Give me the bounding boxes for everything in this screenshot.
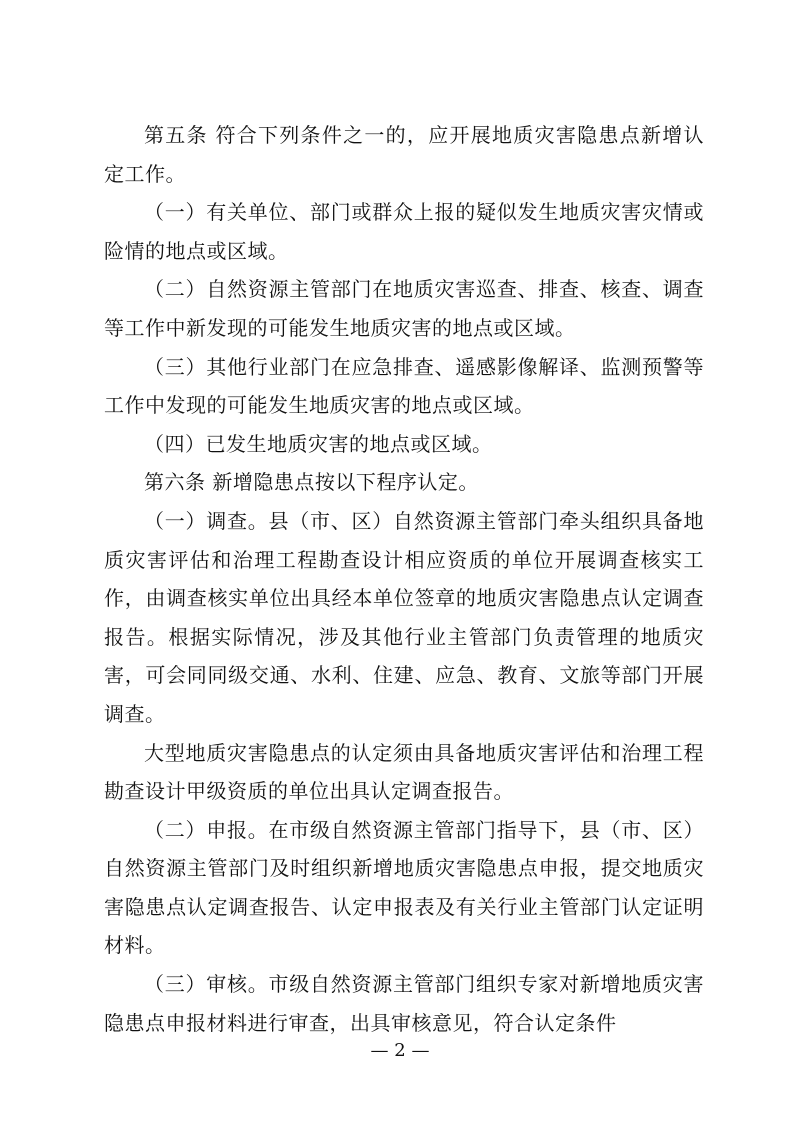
article-5-item-2: （二）自然资源主管部门在地质灾害巡查、排查、核查、调查等工作中新发现的可能发生地质灾害的地点或区域。 xyxy=(104,277,704,340)
article-5-item-4: （四）已发生地质灾害的地点或区域。 xyxy=(144,431,493,456)
article-6-item-3: （三）审核。市级自然资源主管部门组织专家对新增地质灾害隐患点申报材料进行审查，出具审核意见，符合认定条件 xyxy=(104,972,704,1035)
page-number: — 2 — xyxy=(370,1040,430,1061)
article-6-item-2: （二）申报。在市级自然资源主管部门指导下，县（市、区）自然资源主管部门及时组织新增地质灾害隐患点申报，提交地质灾害隐患点认定调查报告、认定申报表及有关行业主管部门认定证明材料。 xyxy=(104,817,704,958)
document-body xyxy=(104,116,704,1042)
article-5-item-3: （三）其他行业部门在应急排查、遥感影像解译、监测预警等工作中发现的可能发生地质灾害的地点或区域。 xyxy=(104,354,704,418)
article-6-heading: 第六条 新增隐患点按以下程序认定。 xyxy=(144,470,479,495)
article-5-heading: 第五条 符合下列条件之一的，应开展地质灾害隐患点新增认定工作。 xyxy=(104,123,704,186)
article-6-item-1: （一）调查。县（市、区）自然资源主管部门牵头组织具备地质灾害评估和治理工程勘查设计相应资质的单位开展调查核实工作，由调查核实单位出具经本单位签章的地质灾害隐患点认定调查报告。根据实际情况，涉及其他行业主管部门负责管理的地质灾害，可会同同级交通、水利、住建、应急、教育、文旅等部门开展调查。 xyxy=(104,508,704,726)
article-6-item-1-note: 大型地质灾害隐患点的认定须由具备地质灾害评估和治理工程勘查设计甲级资质的单位出具认定调查报告。 xyxy=(104,740,704,804)
article-5-item-1: （一）有关单位、部门或群众上报的疑似发生地质灾害灾情或险情的地点或区域。 xyxy=(104,200,704,263)
